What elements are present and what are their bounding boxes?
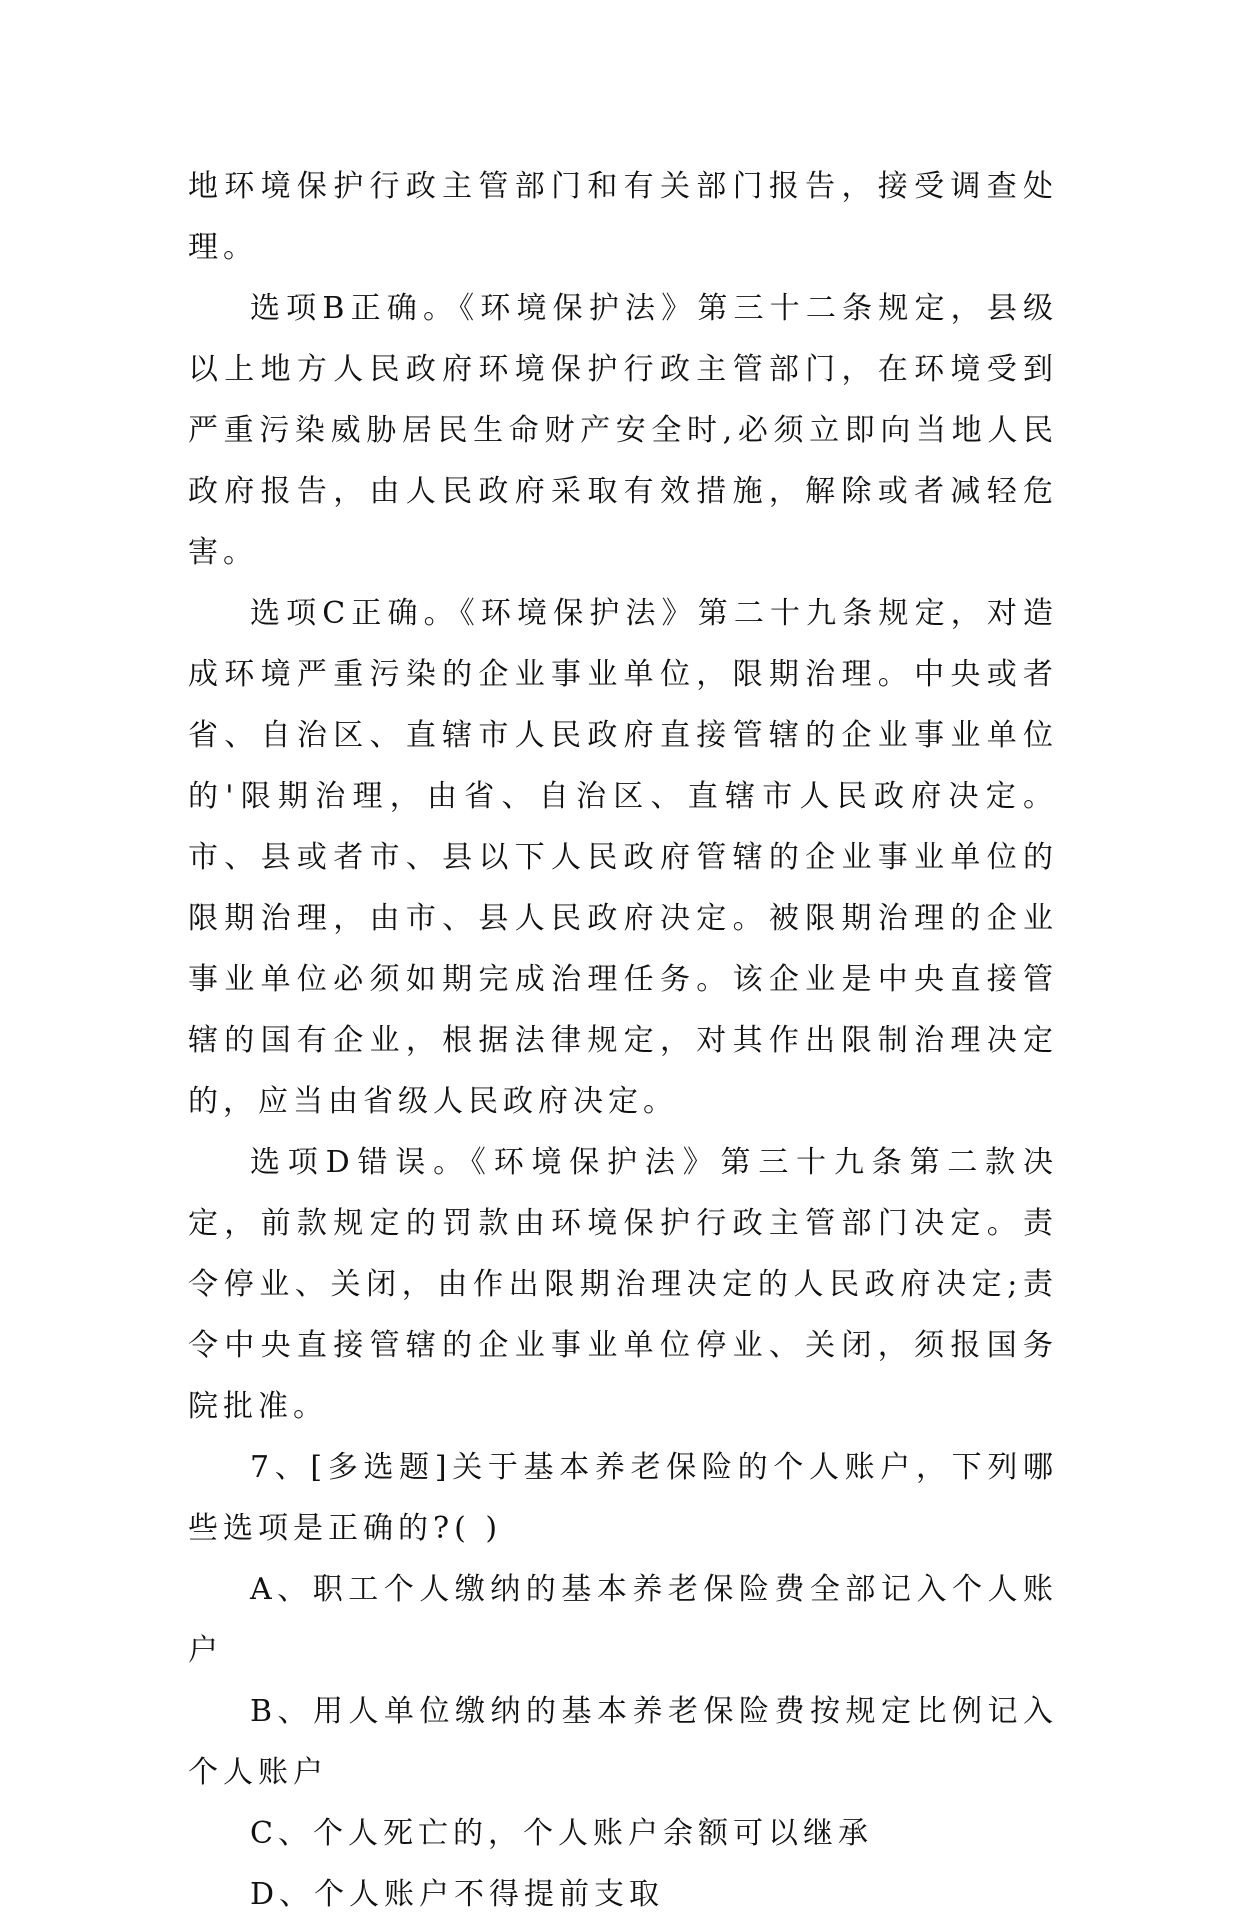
paragraph-option-d-explanation: 选项D错误。《环境保护法》第三十九条第二款决定，前款规定的罚款由环境保护行政主管部门决定。责令停业、关闭，由作出限期治理决定的人民政府决定;责令中央直接管辖的企业事业单位停业、关闭，须报国务院批准。: [188, 1145, 1058, 1424]
paragraph-continuation: 地环境保护行政主管部门和有关部门报告，接受调查处理。: [188, 169, 1058, 265]
paragraph-option-b-explanation: 选项B正确。《环境保护法》第三十二条规定，县级以上地方人民政府环境保护行政主管部门，在环境受到严重污染威胁居民生命财产安全时,必须立即向当地人民政府报告，由人民政府采取有效措施，解除或者减轻危害。: [188, 291, 1058, 570]
choice-b: B、用人单位缴纳的基本养老保险费按规定比例记入个人账户: [188, 1694, 1058, 1790]
choice-c: C、个人死亡的，个人账户余额可以继承: [250, 1816, 873, 1851]
paragraph-option-c-explanation: 选项C正确。《环境保护法》第二十九条规定，对造成环境严重污染的企业事业单位，限期治理。中央或者省、自治区、直辖市人民政府直接管辖的企业事业单位的'限期治理，由省、自治区、直辖市人民政府决定。市、县或者市、县以下人民政府管辖的企业事业单位的限期治理，由市、县人民政府决定。被限期治理的企业事业单位必须如期完成治理任务。该企业是中央直接管辖的国有企业，根据法律规定，对其作出限制治理决定的，应当由省级人民政府决定。: [188, 596, 1058, 1119]
document-page: [188, 156, 1058, 1925]
choice-a: A、职工个人缴纳的基本养老保险费全部记入个人账户: [188, 1572, 1058, 1668]
question-7: 7、[多选题]关于基本养老保险的个人账户，下列哪些选项是正确的?( ): [188, 1450, 1058, 1546]
choice-d: D、个人账户不得提前支取: [250, 1877, 665, 1912]
